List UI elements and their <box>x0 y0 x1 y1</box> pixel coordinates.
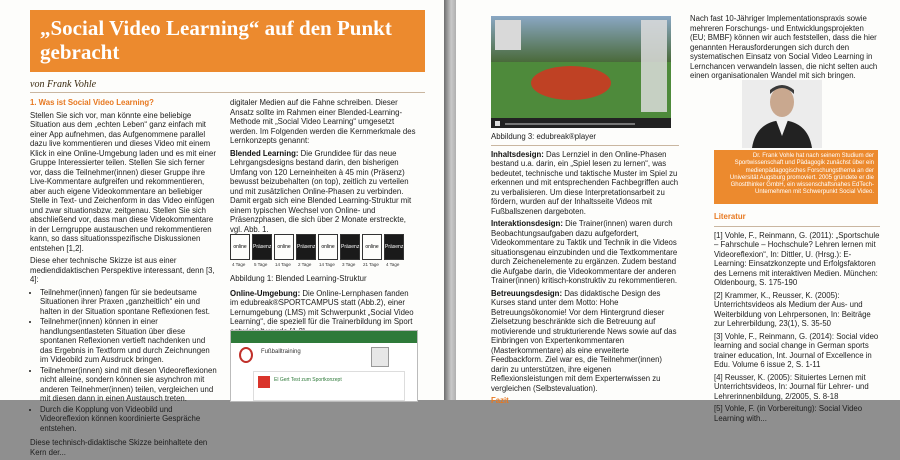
diagram-box: online <box>318 234 338 260</box>
timeline-scrubber[interactable] <box>505 123 635 125</box>
comment-thumbnail <box>495 20 521 50</box>
paragraph: Diese eher technische Skizze ist aus einer mediendidaktischen Perspektive interessant, denn [3, 4]: <box>30 256 215 284</box>
subheading: Interaktionsdesign: <box>491 219 563 228</box>
bullet-list <box>30 288 218 434</box>
right-page <box>456 0 900 423</box>
author-portrait <box>742 80 822 148</box>
divider <box>714 226 880 227</box>
intro-paragraph: Stellen Sie sich vor, man könnte eine beliebige Situation aus dem „echten Leben“ ganz einfach mit einer App aufnehmen, das Aufgenommene parallel dazu live kommentieren und dieses Video mit einem Klick in eine Online-Umgebung laden und es mit einer Gruppe Interessierter teilen. Stellen Sie sich ferner vor, dass die Teilnehmer(innen) dieser Gruppe ihre Live-Kommentare aufgreifen und rekommentieren, aber auch eigene Videokommentare an beliebiger Stelle in Text- und Zeichenform in das Video einfügen und zwar situationsbzw. zeitgenau. Stellen Sie sich abschließend vor, dass man diese Videokommentare in der Lerngruppe austauschen und rekommentieren kann, so dass situationsspezifische Diskussionen entstehen [1,2]. <box>30 110 216 253</box>
paragraph: Die Grundidee für das neue Lehrgangsdesigns bestand darin, den bisherigen Umfang von 120 Lerneinheiten à 45 min (Präsenz) bewusst beizubehalten (on top), zeitlich zu verteilen und mit zusätzlichen Online-Phasen zu verbinden. Damit ergab sich eine Blended Learning-Struktur mit einem typischen Wechsel von Online- und Präsenzphasen, die sich über 2 Monate erstreckte, vgl. Abb. 1. <box>230 148 412 234</box>
play-icon[interactable] <box>495 121 500 126</box>
paragraph: Die Online-Lernphasen fanden im edubreak®SPORTCAMPUS statt (Abb.2), einer Lernumgebung (LMS) mit Schwerpunkt „Social Video Learning“, die speziell für die Trainerbildung im Sport <box>230 288 414 326</box>
paragraph: Die Trainer(innen) waren durch Beobachtungsaufgaben dazu aufgefordert, Videokommentare zu Taktik und Technik in die Videos situationsgenau einzubinden und die Textkommentare durch Zeichenelemente zu ergänzen. Zudem bestand die Aufgabe darin, die Videokommentare der anderen Trainer(innen) kritisch-konstruktiv zu rekommentieren. <box>491 219 678 285</box>
highlight-zone <box>531 66 611 100</box>
paragraph: digitaler Medien auf die Fahne schreiben. Dieser Ansatz sollte im Rahmen einer Blended-Learning-Methode mit „Social Video Learning“ umgesetzt werden. Im Folgenden werden die Kernmerkmale des Lernkonzepts genannt: <box>230 98 416 145</box>
app-title: Fußballtraining <box>261 349 301 355</box>
subheading: Online-Umgebung: <box>230 288 301 298</box>
reference-item: [2] Krammer, K., Reusser, K. (2005): Unterrichtsvideos als Medium der Aus- und Weiterbildung von Lehrpersonen, In: Beiträge zur Lehrerbildung, 23(1), S. 35-50 <box>714 290 871 328</box>
comment-sidebar <box>641 20 667 112</box>
subheading: Blended Learning: <box>230 148 299 158</box>
list-item: • Teilnehmer(innen) können in einer handlungsentlasteten Situation über diese spontanen Reflexionen vertieft nachdenken und das Ergebnis in Textform und durch Zeichnungen im Videobild zum Ausdruck bringen. <box>40 317 218 365</box>
diagram-box: online <box>230 234 250 260</box>
section-heading: 1. Was ist Social Video Learning? <box>30 98 154 107</box>
subheading: Inhaltsdesign: <box>491 149 544 159</box>
diagram-box: Präsenz <box>384 234 404 260</box>
reference-item: [5] Vohle, F. (in Vorbereitung): Social Video Learning with... <box>714 404 863 423</box>
diagram-label: 14 Tage <box>319 262 335 267</box>
video-player-screenshot <box>491 16 671 128</box>
person-icon <box>742 80 822 148</box>
post-title: El Gert Test zum Sportkonzept <box>274 377 342 383</box>
paragraph: Das Lernziel in den Online-Phasen bestand u.a. darin, ein „Spiel lesen zu lernen“, was bedeutet, technische und taktische Muster im Spiel zu erkennen und mit entsprechenden Fachbegriffen auch zu verbalisieren. Um diese Interpretationsarbeit zu fördern, wurden auf der Inhaltsseite Videos mit Fußballszenen dargeboten. <box>491 149 679 216</box>
left-column-1 <box>30 98 218 460</box>
right-column-2 <box>690 14 878 84</box>
paragraph: Diese technisch-didaktische Skizze beinhaltete den Kern der... <box>30 438 208 457</box>
diagram-box: online <box>362 234 382 260</box>
diagram-box: Präsenz <box>252 234 272 260</box>
author-bio-box: Dr. Frank Vohle hat nach seinem Studium der Sportwissenschaft und Pädagogik zunächst über ein medienpädagogisches Forschungsthema an der Universität Augsburg promoviert. 2005 gründete er die Ghostthinker GmbH, ein wissenschaftsnahes EdTech-Unternehmen mit Schwerpunkt Social Video. <box>714 150 878 204</box>
literature-section <box>714 212 880 426</box>
diagram-label: 5 Tage <box>254 262 268 267</box>
post-card[interactable] <box>253 371 405 401</box>
subheading: Betreuungsdesign: <box>491 288 563 298</box>
diagram-label: 3 Tage <box>342 262 356 267</box>
figure-caption: Abbildung 3: edubreak®player <box>491 132 597 141</box>
diagram-box: online <box>274 234 294 260</box>
paragraph: Nach fast 10-Jähriger Implementationspraxis sowie mehreren Forschungs- und Entwicklungsprojekten (EU; BMBF) können wir auch feststellen, dass die hier genannten Herausforderungen sich durch den systematischen Einsatz von Social Video Learning in Lernchancen verwandeln lassen, die nicht selten auch einen organisationalen Wandel mit sich bringen. <box>690 14 878 80</box>
diagram-label: 14 Tage <box>275 262 291 267</box>
article-title: „Social Video Learning“ auf den Punkt gebracht <box>40 16 392 64</box>
app-screenshot <box>230 330 418 402</box>
diagram-label: 2 Tage <box>298 262 312 267</box>
diagram-label: 4 Tage <box>232 262 246 267</box>
diagram-box: Präsenz <box>340 234 360 260</box>
list-item: • Teilnehmer(innen) fangen für sie bedeutsame Situationen ihrer Praxen „ganzheitlich“ ein und halten in der Situation spontane Reflexionen fest. <box>40 288 218 317</box>
reference-item: [4] Reusser, K. (2005): Situiertes Lernen mit Unterrichtsvideos, In: Journal für Lehrer- und Lehrerinnenbildung, 2/2005, S. 8-18 <box>714 372 869 401</box>
app-header-bar <box>231 331 417 343</box>
left-column-2 <box>230 98 418 237</box>
figure-caption: Abbildung 1: Blended Learning-Struktur <box>230 274 367 283</box>
paragraph: Das didaktische Design des Kurses stand unter dem Motto: Hohe Betreuungsökonomie! Vor dem Hintergrund dieser Zielsetzung beschränkte sich die Betreuung auf motivierende und strukturierende News sowie auf das Einbringen von Expertenkommentaren (Masterkommentare) als eine erweiterte Feedbackform. Ziel war es, die Teilnehmer(innen) darin zu unterstützen, ihre eigenen Reflexionsleistungen mit dem Expertenwissen zu vergleichen (Selbstevaluation). <box>491 288 677 393</box>
list-item: • Durch die Kopplung von Videobild und Videoreflexion können koordinierte Gespräche entstehen. <box>40 405 218 434</box>
divider <box>491 145 679 146</box>
diagram-box: Präsenz <box>296 234 316 260</box>
video-thumbnail-icon <box>258 376 270 388</box>
reference-item: [3] Vohle, F., Reinmann, G. (2014): Social video learning and social change in German sports trainer education, Int. Journal of Excellence in Edu. Volume 6 issue 2, S. 1-11 <box>714 331 879 369</box>
blended-learning-diagram <box>230 226 410 272</box>
reference-item: [1] Vohle, F., Reinmann, G. (2011): „Sportschule – Fahrschule – Hochschule? Lehren lernen mit Videoreflexion“, In: Dittler, U. (Hrsg.): E-Learning: Einsatzkonzepte und Erfolgsfaktoren des Lernens mit interaktiven Medien. München: Oldenbourg, S. 175-190 <box>714 230 880 287</box>
diagram-label: 4 Tage <box>386 262 400 267</box>
author-line: von Frank Vohle <box>30 79 97 90</box>
section-heading: Literatur <box>714 212 746 221</box>
diagram-label: 21 Tage <box>363 262 379 267</box>
divider <box>30 92 425 93</box>
section-heading: Fazit <box>491 396 509 405</box>
left-page <box>0 0 448 457</box>
federation-logo-icon <box>371 347 389 367</box>
right-column-1 <box>491 132 679 409</box>
list-item: • Teilnehmer(innen) sind mit diesen Videoreflexionen nicht alleine, sondern können sie asynchron mit anderen Teilnehmer(innen) teilen, vergleichen und mit diesen dann in einen Austausch treten. <box>40 366 218 404</box>
club-logo-icon <box>239 347 253 363</box>
